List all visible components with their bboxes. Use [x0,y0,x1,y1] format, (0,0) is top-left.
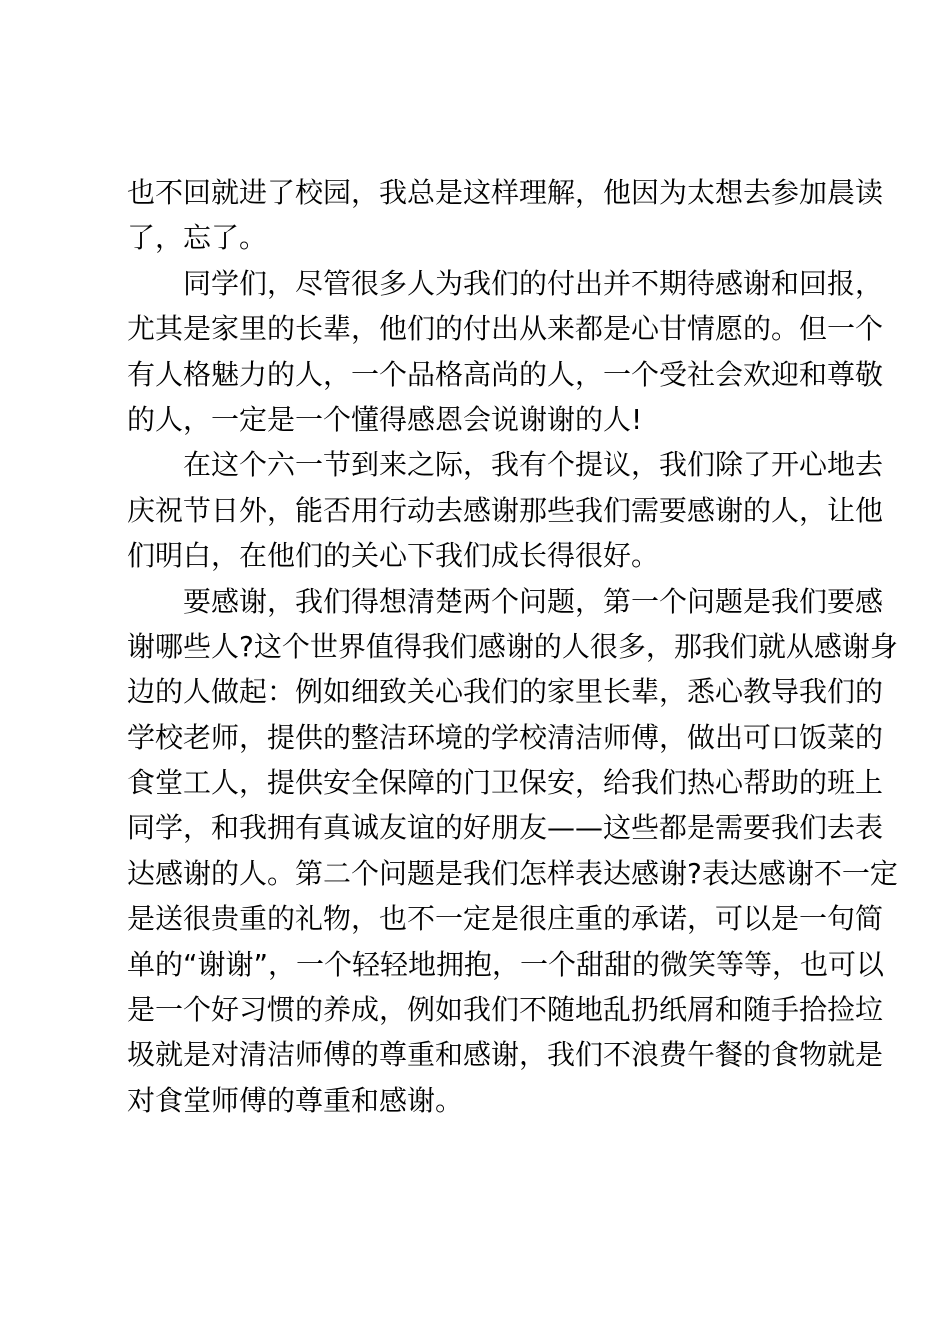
text-line: 单的“谢谢”，一个轻轻地拥抱，一个甜甜的微笑等等，也可以 [127,947,885,981]
text-line: 是送很贵重的礼物，也不一定是很庄重的承诺，可以是一句简 [127,902,884,936]
paragraph [127,579,898,1124]
text-line: 了，忘了。 [127,221,268,255]
text-line: 达感谢的人。第二个问题是我们怎样表达感谢?表达感谢不一定 [127,856,898,890]
text-line: 要感谢，我们得想清楚两个问题，第一个问题是我们要感 [183,584,884,618]
document-body [127,170,898,1123]
text-line: 也不回就进了校园，我总是这样理解，他因为太想去参加晨读 [127,176,884,209]
text-line: 是一个好习惯的养成，例如我们不随地乱扔纸屑和随手拾捡垃 [127,993,884,1027]
text-line: 对食堂师傅的尊重和感谢。 [127,1083,464,1117]
text-line: 在这个六一节到来之际，我有个提议，我们除了开心地去 [183,448,884,482]
text-line: 同学，和我拥有真诚友谊的好朋友——这些都是需要我们去表 [127,811,884,845]
paragraph [127,442,884,578]
text-line: 有人格魅力的人，一个品格高尚的人，一个受社会欢迎和尊敬 [127,357,884,391]
text-line: 谢哪些人?这个世界值得我们感谢的人很多，那我们就从感谢身 [127,629,898,663]
text-line: 同学们，尽管很多人为我们的付出并不期待感谢和回报， [183,266,884,300]
text-line: 学校老师，提供的整洁环境的学校清洁师傅，做出可口饭菜的 [127,720,884,754]
text-line: 圾就是对清洁师傅的尊重和感谢，我们不浪费午餐的食物就是 [127,1038,884,1072]
text-line: 尤其是家里的长辈，他们的付出从来都是心甘情愿的。但一个 [127,312,884,346]
paragraph [127,170,884,261]
text-line: 食堂工人，提供安全保障的门卫保安，给我们热心帮助的班上 [127,766,884,800]
text-line: 庆祝节日外，能否用行动去感谢那些我们需要感谢的人，让他 [127,493,884,527]
text-line: 的人，一定是一个懂得感恩会说谢谢的人! [127,402,643,436]
text-line: 们明白，在他们的关心下我们成长得很好。 [127,539,660,573]
text-line: 边的人做起：例如细致关心我们的家里长辈，悉心教导我们的 [127,675,884,709]
paragraph [127,261,884,443]
